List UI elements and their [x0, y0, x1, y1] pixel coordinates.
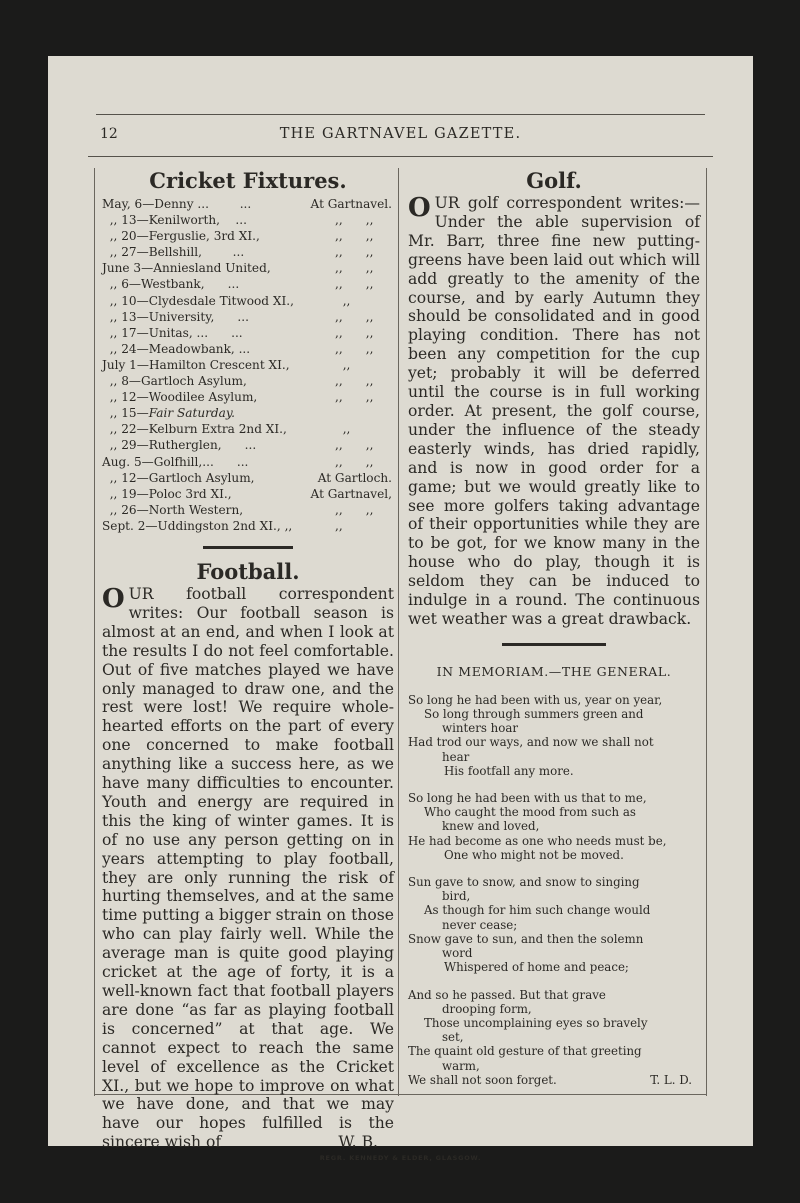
golf-article: [408, 194, 700, 629]
fixture-row: [102, 373, 394, 389]
fixture-row: [102, 228, 394, 244]
fixture-venue: ,, ,,: [335, 277, 374, 292]
poem-line: So long he had been with us that to me,: [408, 791, 647, 806]
gazette-title: THE GARTNAVEL GAZETTE.: [279, 126, 522, 142]
top-rule: [96, 114, 705, 115]
fixture-venue: ,, ,,: [335, 309, 374, 324]
fixture-venue: At Gartnavel.: [310, 197, 392, 211]
header-rule: [88, 156, 713, 157]
fixture-row: [102, 309, 394, 325]
football-signature: W. B.: [338, 1133, 378, 1152]
poem-line: So long through summers green and: [424, 707, 644, 722]
fixture-venue: ,, ,,: [335, 454, 374, 469]
gazette-page: [48, 56, 753, 1162]
fixture-row: [102, 325, 394, 341]
fixture-venue: ,, ,,: [335, 245, 374, 260]
fixture-date-opponent: ,, 12—Woodilee Asylum,: [102, 390, 258, 405]
poem-line: set,: [442, 1030, 464, 1045]
poem-line: word: [442, 946, 473, 961]
printer-imprint: REGR. KENNEDY & ELDER, GLASGOW.: [319, 1154, 482, 1162]
fixture-date-opponent: Aug. 5—Golfhill,... ...: [102, 454, 249, 469]
fixture-row: [102, 293, 394, 309]
fixture-date-opponent: ,, 19—Poloc 3rd XI.,: [102, 486, 232, 501]
poem-line: Snow gave to sun, and then the solemn: [408, 931, 644, 946]
fixture-row: [102, 341, 394, 357]
fixture-date-opponent: ,, 8—Gartloch Asylum,: [102, 374, 247, 389]
fixture-venue: ,, ,,: [335, 341, 374, 356]
fixture-date-opponent: ,, 12—Gartloch Asylum,: [102, 470, 255, 485]
fixture-row: [102, 196, 394, 212]
poem-line: We shall not soon forget.: [408, 1072, 557, 1087]
poem-line: never cease;: [442, 917, 518, 932]
poem-last-line: [408, 1073, 700, 1087]
football-article: [102, 585, 394, 1152]
fixture-venue: ,, ,,: [335, 374, 374, 389]
fixture-note: Fair Saturday.: [148, 406, 235, 421]
fixture-date-opponent: ,, 20—Ferguslie, 3rd XI.,: [102, 229, 260, 244]
fixture-date-opponent: ,, 26—North Western,: [102, 502, 244, 517]
poem-line: His footfall any more.: [444, 763, 574, 778]
drop-cap: O: [408, 193, 431, 223]
poem-line: The quaint old gesture of that greeting: [408, 1044, 642, 1059]
fixture-venue: ,,: [335, 293, 351, 308]
fixture-venue: ,, ,,: [335, 438, 374, 453]
cricket-heading: Cricket Fixtures.: [149, 168, 347, 193]
poem-line: warm,: [442, 1058, 480, 1073]
fixture-date-opponent: ,, 29—Rutherglen, ...: [102, 438, 257, 453]
football-text: football correspondent writes: Our football season is almost at an end, and when I look at the results I do not feel comfortable. Out of five matches played we have only managed to draw one, and the rest were lost! We require whole-hearted efforts on the part of every one concerned to make football anything like a success here, as we have many difficulties to encounter. Youth and energy are required in this the king of winter games. It is of no use any person getting on in years attempting to play football, they are only running the risk of hurting themselves, and at the same time putting a bigger strain on those who can play fairly well. While the average man is quite good playing cricket at the age of forty, it is a well-known fact that football players are done “as far as playing football is concerned” at that age. We cannot expect to reach the same level of excellence as the Cricket XI., but we hope to improve on what we have done, and that we may have our hopes fulfilled is the sincere wish of: [102, 584, 394, 1152]
fixture-row: [102, 244, 394, 260]
fixture-date-opponent: ,, 27—Bellshill, ...: [102, 245, 245, 260]
fixture-date-opponent: Sept. 2—Uddingston 2nd XI., ,,: [102, 518, 293, 533]
lead-caps: UR: [128, 584, 154, 603]
lead-caps: UR: [434, 194, 460, 212]
fixture-venue: ,,: [335, 357, 351, 372]
fixture-date-opponent: ,, 17—Unitas, ... ...: [102, 325, 243, 340]
fixture-row: [102, 357, 394, 373]
right-border: [706, 168, 707, 1096]
fixture-row: [102, 389, 394, 405]
fixture-venue: ,, ,,: [335, 502, 374, 517]
fixture-row: [102, 486, 394, 502]
fixture-row: [102, 470, 394, 486]
poem-line: winters hoar: [442, 721, 519, 736]
stanza-3: [408, 875, 700, 974]
poem-line: He had become as one who needs must be,: [408, 833, 667, 848]
fixture-venue: ,, ,,: [335, 390, 374, 405]
fixture-row: [102, 421, 394, 437]
fixture-date-opponent: ,, 6—Westbank, ...: [102, 277, 240, 292]
fixture-row: [102, 405, 394, 421]
fixture-venue: ,,: [335, 518, 343, 533]
stanza-4: [408, 988, 700, 1087]
fixture-date-opponent: ,, 13—University, ...: [102, 309, 249, 324]
poem-line: hear: [442, 749, 470, 764]
fixture-row: [102, 212, 394, 228]
page-number: 12: [100, 126, 118, 142]
poem-line: So long he had been with us, year on year,: [408, 692, 663, 707]
fixture-venue: ,, ,,: [335, 229, 374, 244]
section-rule: [502, 643, 606, 646]
fixture-row: [102, 518, 394, 534]
drop-cap: O: [102, 583, 125, 614]
running-head: [48, 126, 753, 146]
golf-heading: Golf.: [526, 168, 582, 193]
poem-line: As though for him such change would: [424, 903, 651, 918]
fixture-venue: ,,: [335, 422, 351, 437]
fixture-row: [102, 260, 394, 276]
poem-line: knew and loved,: [442, 819, 540, 834]
fixture-row: [102, 502, 394, 518]
fixture-date-opponent: July 1—Hamilton Crescent XI.,: [102, 357, 290, 372]
poem-line: Those uncomplaining eyes so bravely: [424, 1015, 648, 1030]
football-heading: Football.: [196, 558, 300, 584]
fixture-venue: ,, ,,: [335, 261, 374, 276]
left-border: [94, 168, 95, 1096]
poem-signature: T. L. D.: [650, 1072, 692, 1087]
fixture-date-opponent: ,, 22—Kelburn Extra 2nd XI.,: [102, 422, 287, 437]
poem-line: Whispered of home and peace;: [444, 960, 629, 975]
fixture-date-opponent: ,, 10—Clydesdale Titwood XI.,: [102, 293, 294, 308]
poem-line: drooping form,: [442, 1001, 532, 1016]
poem-line: And so he passed. But that grave: [408, 987, 606, 1002]
poem-line: Had trod our ways, and now we shall not: [408, 735, 654, 750]
fixture-date-opponent: ,, 15—: [102, 406, 149, 421]
column-divider: [398, 168, 399, 1096]
fixture-venue: ,, ,,: [335, 213, 374, 228]
golf-text: golf correspondent writes:—Under the able supervision of Mr. Barr, three fine new putting-greens have been laid out which will add greatly to the amenity of the course, and by early Autumn they should be consolidated and in good playing condition. There has not been any competition for the cup yet; probably it will be deferred until the course is in full working order. At present, the golf course, under the influence of the steady easterly winds, has dried rapidly, and is now in good order for a game; but we would greatly like to see more golfers taking advantage of their opportunities while they are to be got, for we know many in the house who do play, though it is seldom they can be induced to indulge in a round. The continuous wet weather was a great drawback.: [408, 194, 700, 628]
memoriam-title: IN MEMORIAM.—THE GENERAL.: [436, 663, 672, 679]
fixture-row: [102, 454, 394, 470]
fixture-row: [102, 276, 394, 292]
stanza-1: [408, 693, 700, 778]
fixture-date-opponent: May, 6—Denny ... ...: [102, 197, 252, 211]
fixture-venue: At Gartloch.: [317, 470, 392, 485]
poem-line: Sun gave to snow, and snow to singing: [408, 875, 640, 890]
fixture-list: [102, 196, 394, 534]
poem-line: Who caught the mood from such as: [424, 805, 636, 820]
fixture-row: [102, 437, 394, 453]
fixture-date-opponent: June 3—Anniesland United,: [102, 261, 271, 276]
poem-line: bird,: [442, 889, 471, 904]
left-column: [102, 168, 394, 1152]
fixture-date-opponent: ,, 13—Kenilworth, ...: [102, 213, 247, 228]
fixture-venue: ,, ,,: [335, 325, 374, 340]
poem-line: One who might not be moved.: [444, 847, 624, 862]
fixture-venue: At Gartnavel,: [310, 486, 392, 501]
fixture-date-opponent: ,, 24—Meadowbank, ...: [102, 341, 251, 356]
section-rule: [203, 546, 293, 549]
stanza-2: [408, 791, 700, 862]
right-column: [408, 168, 700, 1100]
